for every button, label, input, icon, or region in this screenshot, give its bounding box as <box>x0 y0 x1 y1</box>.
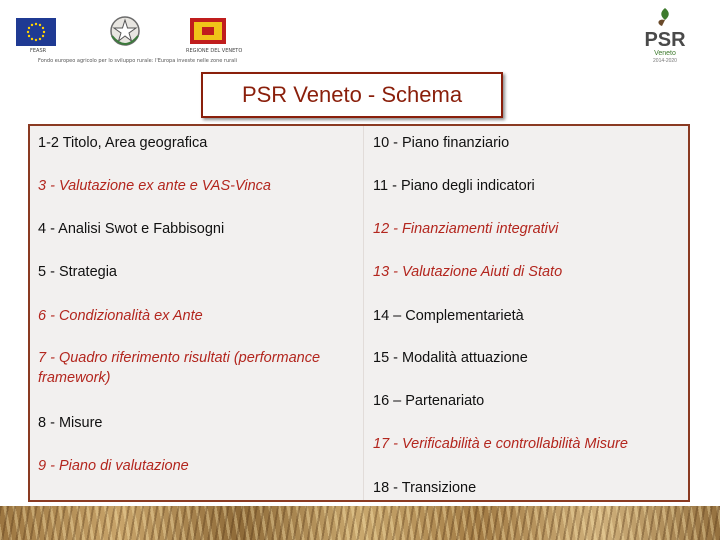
page-title: PSR Veneto - Schema <box>201 72 503 118</box>
psr-logo-small: 2014-2020 <box>653 58 677 64</box>
left-item-8: 9 - Piano di valutazione <box>38 458 189 474</box>
left-item-6: 7 - Quadro riferimento risultati (performance framework) <box>38 350 321 386</box>
logo-strip <box>0 0 720 70</box>
right-item-9: 18 - Transizione <box>373 480 477 496</box>
eu-flag-icon <box>16 18 56 46</box>
right-item-7: 16 – Partenariato <box>373 393 485 409</box>
tagline: Fondo europeo agricolo per lo sviluppo rurale: l'Europa investe nelle zone rurali <box>38 58 238 64</box>
left-item-3: 4 - Analisi Swot e Fabbisogni <box>38 221 225 237</box>
republic-emblem-icon <box>108 14 142 50</box>
right-item-1: 10 - Piano finanziario <box>373 135 510 151</box>
left-item-7: 8 - Misure <box>38 415 103 431</box>
schema-panel <box>28 124 690 502</box>
column-divider <box>363 126 364 500</box>
left-item-4: 5 - Strategia <box>38 264 117 280</box>
veneto-caption: REGIONE DEL VENETO <box>186 48 243 54</box>
right-item-4: 13 - Valutazione Aiuti di Stato <box>373 264 563 280</box>
left-item-1: 1-2 Titolo, Area geografica <box>38 135 208 151</box>
left-item-5: 6 - Condizionalità ex Ante <box>38 308 203 324</box>
psr-logo-text: PSR <box>644 29 686 51</box>
hay-texture-band <box>0 506 720 540</box>
veneto-region-icon <box>190 18 226 44</box>
right-item-8: 17 - Verificabilità e controllabilità Misure <box>373 436 628 452</box>
right-item-3: 12 - Finanziamenti integrativi <box>373 221 559 237</box>
psr-logo-icon <box>640 6 690 64</box>
right-item-6: 15 - Modalità attuazione <box>373 350 528 366</box>
left-item-2: 3 - Valutazione ex ante e VAS-Vinca <box>38 178 271 194</box>
right-item-2: 11 - Piano degli indicatori <box>373 178 535 194</box>
right-item-5: 14 – Complementarietà <box>373 308 524 324</box>
eu-caption: FEASR <box>30 48 47 54</box>
psr-logo-subtext: Veneto <box>654 50 676 57</box>
